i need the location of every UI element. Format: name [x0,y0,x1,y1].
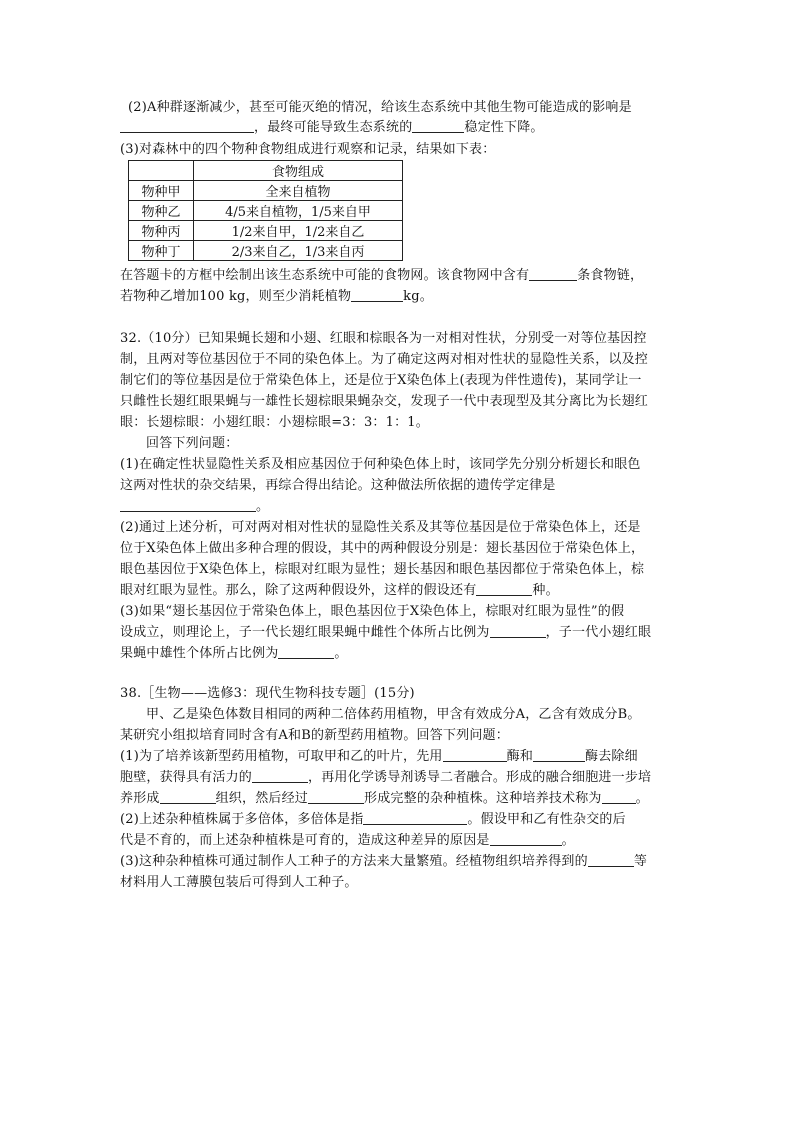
answer-blank[interactable] [120,118,254,133]
q32-text: 眼：长翅棕眼：小翅红眼：小翅棕眼=3：3：1：1。 [120,415,429,430]
q32-text: 只雌性长翅红眼果蝇与一雄性长翅棕眼果蝇杂交，发现子一代中表现型及其分离比为长翅红 [120,394,649,409]
answer-blank[interactable] [120,497,256,512]
answer-blank[interactable] [351,287,403,302]
answer-blank[interactable] [412,118,464,133]
q32-text: ，子一代小翅红眼 [545,625,652,640]
q38-text: 甲、乙是染色体数目相同的两种二倍体药用植物，甲含有效成分A，乙含有效成分B。 [146,707,641,722]
answer-blank[interactable] [490,831,562,846]
answer-blank[interactable] [476,581,532,596]
species-name: 物种丙 [129,221,194,241]
q38-text: 酶去除细 [585,749,638,764]
q32-text: 制它们的等位基因是位于常染色体上，还是位于X染色体上(表现为伴性遗传)，某同学让一 [120,373,642,388]
species-food: 全来自植物 [194,181,403,201]
species-name: 物种甲 [129,181,194,201]
answer-blank[interactable] [363,810,467,825]
q32-line [120,539,680,559]
q38-line [120,726,680,746]
q38-line [120,747,680,767]
answer-blank[interactable] [160,789,216,804]
q38-text: 38.［生物——选修3：现代生物科技专题］(15分) [120,686,415,701]
q38-text: 某研究小组拟培育同时含有A和B的新型药用植物。回答下列问题： [120,728,509,743]
q32-text: 位于X染色体上做出多种合理的假设，其中的两种假设分别是：翅长基因位于常染色体上， [120,541,645,556]
q38-text: 材料用人工薄膜包装后可得到人工种子。 [120,875,358,890]
table-header-empty [129,161,194,181]
q32-text: 。 [334,646,348,661]
q31-part3-intro [120,140,680,160]
answer-blank[interactable] [252,768,308,783]
q38-text: 酶和 [506,749,534,764]
q38-text: 胞壁，获得具有活力的 [120,770,253,785]
answer-blank[interactable] [588,852,634,867]
q32-text: 种。 [532,583,559,598]
table-row [129,241,403,261]
q38-text: 代是不育的，而上述杂种植株是可育的，造成这种差异的原因是 [120,833,490,848]
q38-line [120,873,680,893]
q32-line [120,392,680,412]
q32-line [120,644,680,664]
answer-blank[interactable] [443,747,507,762]
q31-text: 条食物链， [577,268,644,283]
q32-line [120,497,680,517]
q32-line [120,371,680,391]
q38-text: 养形成 [120,791,160,806]
species-food: 4/5来自植物，1/5来自甲 [194,201,403,221]
q32-line [120,602,680,622]
q32-line [120,350,680,370]
q31-text: kg。 [403,289,433,304]
q38-text: 。 [635,791,649,806]
q38-text: (1)为了培养该新型药用植物，可取甲和乙的叶片，先用 [120,749,443,764]
q32-text: 设成立，则理论上，子一代长翅红眼果蝇中雌性个体所占比例为 [120,625,490,640]
q38-text: 。 [561,833,575,848]
q32-line [146,434,706,454]
q32-line [120,413,680,433]
q31-after-table-line2 [120,287,680,307]
q38-line [120,789,680,809]
q32-line [120,560,680,580]
q38-text: ，再用化学诱导剂诱导二者融合。形成的融合细胞进一步培 [308,770,652,785]
q38-line [120,768,680,788]
q38-text: (2)上述杂种植株属于多倍体，多倍体是指 [120,812,364,827]
q38-text: 组织，然后经过 [215,791,309,806]
q32-line [120,581,680,601]
species-name: 物种丁 [129,241,194,261]
q32-line [120,623,680,643]
q32-text: (1)在确定性状显隐性关系及相应基因位于何种染色体上时，该同学先分别分析翅长和眼色 [120,457,641,472]
answer-blank[interactable] [278,644,334,659]
q32-text: (2)通过上述分析，可对两对相对性状的显隐性关系及其等位基因是位于常染色体上，还是 [120,520,641,535]
species-name: 物种乙 [129,201,194,221]
q32-text: 回答下列问题： [146,436,239,451]
species-food: 1/2来自甲，1/2来自乙 [194,221,403,241]
answer-blank[interactable] [308,789,364,804]
q32-line [120,329,680,349]
q32-text: (3)如果“翅长基因位于常染色体上，眼色基因位于X染色体上，棕眼对红眼为显性”的假 [120,604,625,619]
food-composition-table [128,160,403,261]
q31-part2-text-mid: ，最终可能导致生态系统的 [254,120,413,135]
q32-line [120,476,680,496]
answer-blank[interactable] [602,789,636,804]
q31-after-table-line1 [120,266,680,286]
q31-text: 若物种乙增加100 kg，则至少消耗植物 [120,289,352,304]
table-row [129,201,403,221]
q38-line [120,831,680,851]
q32-line [120,518,680,538]
q32-line [120,455,680,475]
table-header-cell: 食物组成 [194,161,403,181]
q38-line [146,705,706,725]
q38-title [120,684,680,704]
q32-text: 果蝇中雄性个体所占比例为 [120,646,279,661]
species-food: 2/3来自乙，1/3来自丙 [194,241,403,261]
table-row [129,221,403,241]
q31-part2-line2 [120,118,680,138]
q31-part2-text-end: 稳定性下降。 [464,120,544,135]
q32-text: 这两对性状的杂交结果，再综合得出结论。这种做法所依据的遗传学定律是 [120,478,556,493]
q38-text: 。假设甲和乙有性杂交的后 [467,812,626,827]
answer-blank[interactable] [490,623,546,638]
q31-part2-text: (2)A种群逐渐减少，甚至可能灭绝的情况，给该生态系统中其他生物可能造成的影响是 [128,100,632,115]
q31-part3-text: (3)对森林中的四个物种食物组成进行观察和记录，结果如下表： [120,142,496,157]
q32-text: 制，且两对等位基因位于不同的染色体上。为了确定这两对相对性状的显隐性关系，以及控 [120,352,649,367]
q31-part2-line1 [128,98,688,118]
q32-text: 32.（10分）已知果蝇长翅和小翅、红眼和棕眼各为一对相对性状，分别受一对等位基因控 [120,331,647,346]
q31-text: 在答题卡的方框中绘制出该生态系统中可能的食物网。该食物网中含有 [120,268,530,283]
answer-blank[interactable] [533,747,585,762]
answer-blank[interactable] [529,266,577,281]
q38-text: 等 [633,854,648,869]
q32-text: 眼对红眼为显性。那么，除了这两种假设外，这样的假设还有 [120,583,477,598]
q38-line [120,810,680,830]
q38-text: (3)这种杂种植株可通过制作人工种子的方法来大量繁殖。经植物组织培养得到的 [120,854,588,869]
q32-text: 。 [256,499,270,514]
q32-text: 眼色基因位于X染色体上，棕眼对红眼为显性；翅长基因和眼色基因都位于常染色体上，棕 [120,562,645,577]
q38-line [120,852,680,872]
q38-text: 形成完整的杂种植株。这种培养技术称为 [364,791,602,806]
table-row [129,181,403,201]
table-header-row [129,161,403,181]
